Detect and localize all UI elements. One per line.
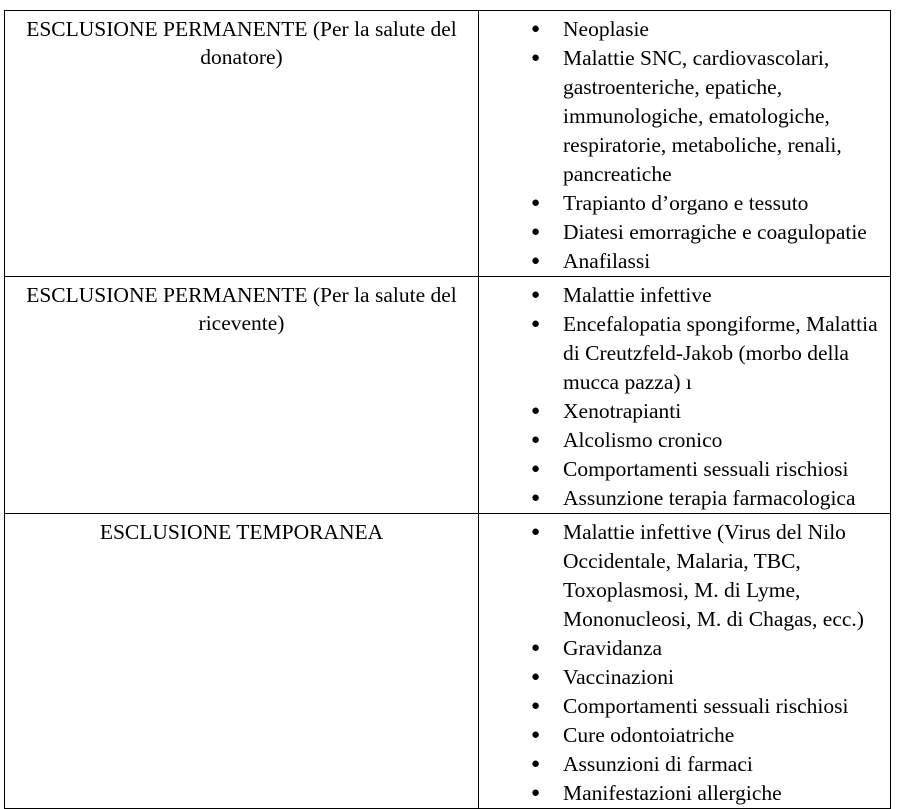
list-item: ● Encefalopatia spongiforme, Malattia di Creutzfeld-Jakob (morbo della mucca pazza) ı [531,312,878,394]
bullet-list [479,281,886,513]
bullet-list [479,518,886,808]
table-row [5,277,891,514]
category-cell: ESCLUSIONE TEMPORANEA [5,514,479,809]
items-cell [479,11,891,277]
bullet-icon: ● [531,316,541,332]
bullet-icon: ● [531,432,541,448]
bullet-list [479,15,886,276]
list-item: ● Diatesi emorragiche e coagulopatie [479,218,886,247]
exclusion-criteria-table [4,10,891,809]
list-item: ● Trapianto d’organo e tessuto [479,189,886,218]
list-item: ● Assunzioni di farmaci [479,750,886,779]
list-item: ● Cure odontoiatriche [479,721,886,750]
bullet-icon: ● [531,21,541,37]
items-cell [479,514,891,809]
bullet-icon: ● [531,756,541,772]
bullet-icon: ● [531,195,541,211]
table-row [5,11,891,277]
bullet-icon: ● [531,698,541,714]
list-item: ● Gravidanza [479,634,886,663]
list-item: ● Alcolismo cronico [479,426,886,455]
list-item: ● Vaccinazioni [479,663,886,692]
bullet-icon: ● [531,50,541,66]
bullet-icon: ● [531,524,541,540]
bullet-icon: ● [531,253,541,269]
bullet-icon: ● [531,224,541,240]
list-item: ● Xenotrapianti [479,397,886,426]
category-cell: ESCLUSIONE PERMANENTE (Per la salute del donatore) [5,11,479,277]
list-item: ● Neoplasie [479,15,886,44]
list-item: ● Comportamenti sessuali rischiosi [479,455,886,484]
bullet-icon: ● [531,490,541,506]
table-row [5,514,891,809]
bullet-icon: ● [531,669,541,685]
list-item: ● Malattie infettive [479,281,886,310]
bullet-icon: ● [531,727,541,743]
list-item: ● Malattie SNC, cardiovascolari, gastroenteriche, epatiche, immunologiche, ematologiche, respiratorie, metaboliche, renali, pancreatiche [531,46,842,186]
list-item: ● Manifestazioni allergiche [479,779,886,808]
bullet-icon: ● [531,461,541,477]
bullet-icon: ● [531,785,541,801]
bullet-icon: ● [531,640,541,656]
list-item: ● Anafilassi [479,247,886,276]
items-cell [479,277,891,514]
list-item: ● Malattie infettive (Virus del Nilo Occidentale, Malaria, TBC, Toxoplasmosi, M. di Lyme, Mononucleosi, M. di Chagas, ecc.) [531,520,864,631]
bullet-icon: ● [531,403,541,419]
bullet-icon: ● [531,287,541,303]
list-item: ● Assunzione terapia farmacologica [479,484,886,513]
category-cell: ESCLUSIONE PERMANENTE (Per la salute del ricevente) [5,277,479,514]
list-item: ● Comportamenti sessuali rischiosi [479,692,886,721]
